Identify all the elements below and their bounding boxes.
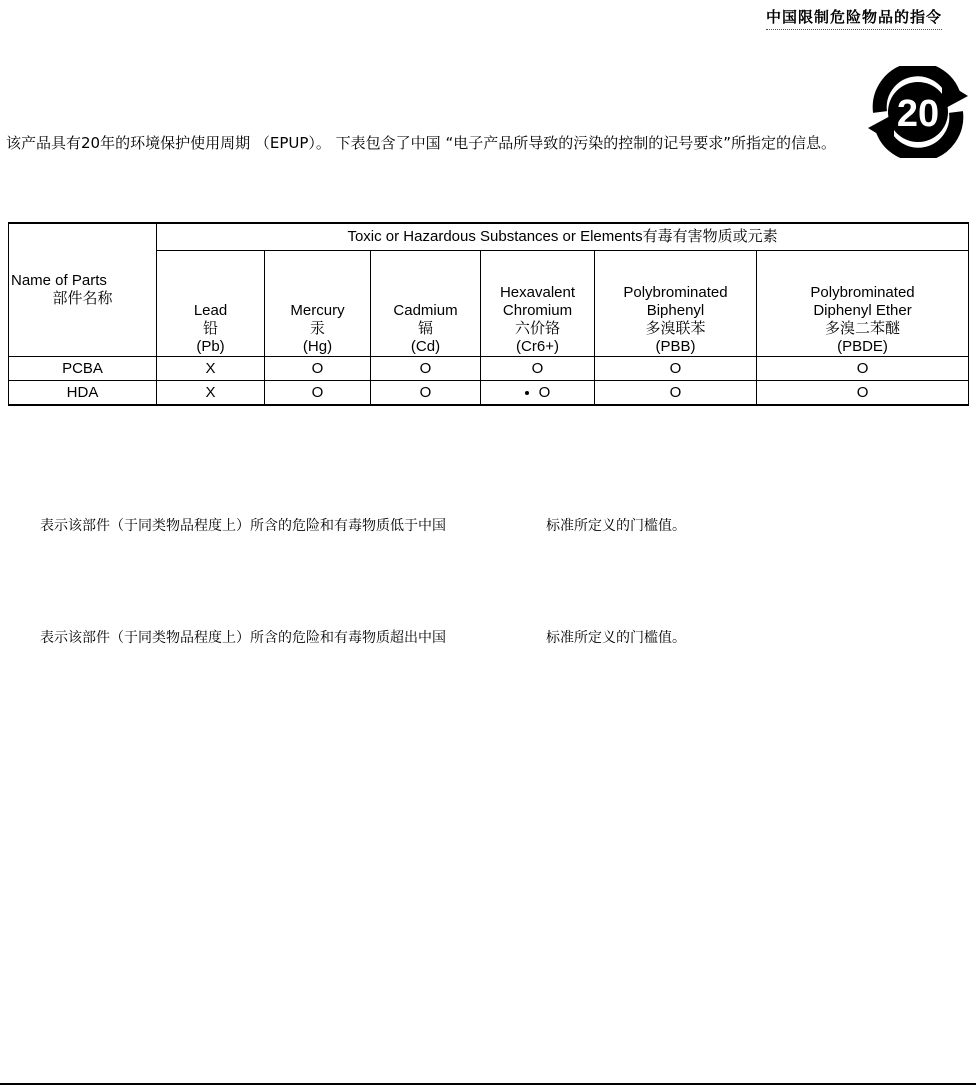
part-name: HDA	[9, 381, 157, 406]
value-cell: O	[757, 381, 969, 406]
col-chromium-en2: Chromium	[502, 302, 573, 319]
col-lead-symbol: (Pb)	[196, 338, 225, 355]
col-pbb-symbol: (PBB)	[655, 338, 696, 355]
epup-20-icon	[866, 66, 970, 158]
col-mercury-symbol: (Hg)	[302, 338, 333, 355]
col-cadmium-symbol: (Cd)	[410, 338, 441, 355]
col-pbde-en1: Polybrominated	[810, 284, 915, 301]
note2-text-a: 表示该部件（于同类物品程度上）所含的危险和有毒物质超出中国	[40, 630, 446, 646]
footer-rule	[0, 1083, 976, 1085]
substances-table-wrap	[8, 222, 970, 406]
col-lead-en: Lead	[193, 302, 228, 319]
table-row	[9, 357, 969, 381]
value-cell: X	[157, 357, 265, 381]
value-text: O	[538, 383, 551, 401]
col-mercury-zh: 汞	[309, 320, 325, 337]
column-header-chromium	[481, 251, 595, 357]
column-header-cadmium	[371, 251, 481, 357]
column-header-pbde	[757, 251, 969, 357]
parts-header-en: Name of Parts	[11, 272, 107, 289]
epup-number: 20	[896, 93, 940, 135]
col-mercury-en: Mercury	[290, 302, 345, 319]
col-pbde-zh: 多溴二苯醚	[825, 320, 901, 337]
col-cadmium-en: Cadmium	[393, 302, 458, 319]
table-row	[9, 381, 969, 406]
value-cell: O	[595, 357, 757, 381]
page-title: 中国限制危险物品的指令	[766, 6, 942, 30]
intro-paragraph: 该产品具有20年的环境保护使用周期 （EPUP）。 下表包含了中国 “电子产品所导致的污染的控制的记号要求”所指定的信息。	[6, 134, 836, 152]
col-pbb-en2: Biphenyl	[646, 302, 705, 319]
part-name: PCBA	[9, 357, 157, 381]
value-cell: O	[265, 381, 371, 406]
parts-header-zh: 部件名称	[52, 290, 113, 307]
value-cell: O	[595, 381, 757, 406]
stray-mark	[525, 391, 529, 395]
col-chromium-symbol: (Cr6+)	[516, 338, 559, 355]
column-header-mercury	[265, 251, 371, 357]
value-cell: X	[157, 381, 265, 406]
note1-text-a: 表示该部件（于同类物品程度上）所含的危险和有毒物质低于中国	[40, 518, 446, 534]
col-chromium-en1: Hexavalent	[499, 284, 576, 301]
note1-text-b: 标准所定义的门槛值。	[546, 518, 686, 534]
note-above-threshold	[40, 627, 686, 647]
column-header-pbb	[595, 251, 757, 357]
note2-text-b: 标准所定义的门槛值。	[546, 630, 686, 646]
value-cell: O	[481, 357, 595, 381]
col-pbb-zh: 多溴联苯	[645, 320, 706, 337]
col-pbde-en2: Diphenyl Ether	[813, 302, 912, 319]
value-cell: O	[265, 357, 371, 381]
col-pbb-en1: Polybrominated	[623, 284, 728, 301]
col-cadmium-zh: 镉	[417, 320, 433, 337]
value-cell: O	[757, 357, 969, 381]
value-cell: O	[371, 357, 481, 381]
col-lead-zh: 铅	[202, 320, 218, 337]
col-chromium-zh: 六价铬	[514, 320, 560, 337]
note-below-threshold	[40, 515, 686, 535]
col-pbde-symbol: (PBDE)	[837, 338, 888, 355]
group-header: Toxic or Hazardous Substances or Elements有毒有害物质或元素	[157, 223, 969, 251]
value-cell: O	[371, 381, 481, 406]
substances-table	[8, 222, 969, 406]
value-cell-chromium	[481, 381, 595, 406]
column-header-lead	[157, 251, 265, 357]
parts-header-cell	[9, 223, 157, 357]
